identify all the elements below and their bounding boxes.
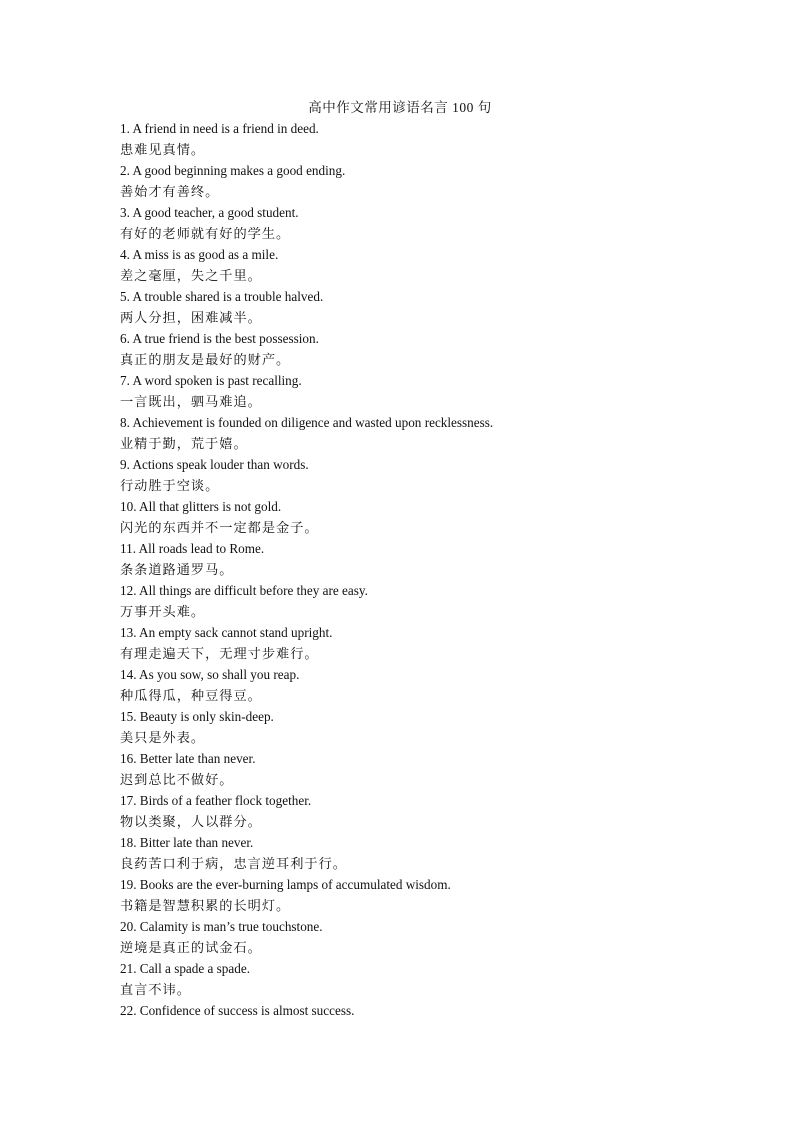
proverb-english: 15. Beauty is only skin-deep. [120,709,274,724]
proverb-english: 16. Better late than never. [120,751,256,766]
proverb-entry-1 [120,119,720,161]
proverb-entry-5 [120,287,720,329]
proverb-english: 9. Actions speak louder than words. [120,457,309,472]
proverb-chinese: 闪光的东西并不一定都是金子。 [120,520,319,535]
proverb-chinese: 患难见真情。 [120,142,206,157]
proverb-entry-4 [120,245,720,287]
proverb-entry-20 [120,917,720,959]
proverb-english: 10. All that glitters is not gold. [120,499,282,514]
proverb-english: 19. Books are the ever-burning lamps of accumulated wisdom. [120,877,451,892]
proverb-chinese: 条条道路通罗马。 [120,562,234,577]
proverb-entry-21 [120,959,720,1001]
proverb-english: 20. Calamity is man’s true touchstone. [120,919,323,934]
proverb-chinese: 直言不讳。 [120,982,191,997]
proverb-english: 22. Confidence of success is almost success. [120,1003,355,1018]
proverb-chinese: 万事开头难。 [120,604,206,619]
proverb-english: 18. Bitter late than never. [120,835,254,850]
proverb-english: 2. A good beginning makes a good ending. [120,163,346,178]
proverb-chinese: 真正的朋友是最好的财产。 [120,352,291,367]
proverb-chinese: 种瓜得瓜，种豆得豆。 [120,688,262,703]
proverb-entry-14 [120,665,720,707]
proverb-english: 1. A friend in need is a friend in deed. [120,121,319,136]
proverb-chinese: 两人分担，困难减半。 [120,310,262,325]
proverb-entry-3 [120,203,720,245]
proverb-chinese: 有理走遍天下，无理寸步难行。 [120,646,319,661]
proverb-chinese: 逆境是真正的试金石。 [120,940,262,955]
proverb-entry-18 [120,833,720,875]
proverb-entry-15 [120,707,720,749]
proverb-list [120,119,720,1022]
proverb-entry-22 [120,1001,720,1022]
proverb-entry-10 [120,497,720,539]
proverb-chinese: 业精于勤，荒于嬉。 [120,436,248,451]
proverb-chinese: 行动胜于空谈。 [120,478,220,493]
proverb-chinese: 有好的老师就有好的学生。 [120,226,291,241]
proverb-english: 17. Birds of a feather flock together. [120,793,312,808]
proverb-chinese: 差之毫厘，失之千里。 [120,268,262,283]
proverb-entry-13 [120,623,720,665]
proverb-entry-7 [120,371,720,413]
proverb-english: 21. Call a spade a spade. [120,961,251,976]
proverb-chinese: 良药苦口利于病，忠言逆耳利于行。 [120,856,347,871]
proverb-english: 3. A good teacher, a good student. [120,205,299,220]
proverb-english: 4. A miss is as good as a mile. [120,247,279,262]
document-title: 高中作文常用谚语名言 100 句 [308,100,492,115]
proverb-entry-12 [120,581,720,623]
proverb-entry-17 [120,791,720,833]
proverb-english: 6. A true friend is the best possession. [120,331,319,346]
proverb-entry-16 [120,749,720,791]
proverb-entry-6 [120,329,720,371]
proverb-english: 11. All roads lead to Rome. [120,541,265,556]
proverb-chinese: 一言既出，驷马难追。 [120,394,262,409]
proverb-english: 14. As you sow, so shall you reap. [120,667,300,682]
proverb-entry-9 [120,455,720,497]
proverb-entry-2 [120,161,720,203]
proverb-english: 7. A word spoken is past recalling. [120,373,302,388]
proverb-entry-11 [120,539,720,581]
proverb-chinese: 善始才有善终。 [120,184,220,199]
proverb-chinese: 迟到总比不做好。 [120,772,234,787]
proverb-chinese: 物以类聚，人以群分。 [120,814,262,829]
proverb-chinese: 美只是外表。 [120,730,206,745]
proverb-english: 8. Achievement is founded on diligence and wasted upon recklessness. [120,415,494,430]
proverb-english: 5. A trouble shared is a trouble halved. [120,289,324,304]
proverb-chinese: 书籍是智慧积累的长明灯。 [120,898,291,913]
proverb-english: 13. An empty sack cannot stand upright. [120,625,333,640]
proverb-english: 12. All things are difficult before they are easy. [120,583,368,598]
proverb-entry-19 [120,875,720,917]
proverb-entry-8 [120,413,720,455]
